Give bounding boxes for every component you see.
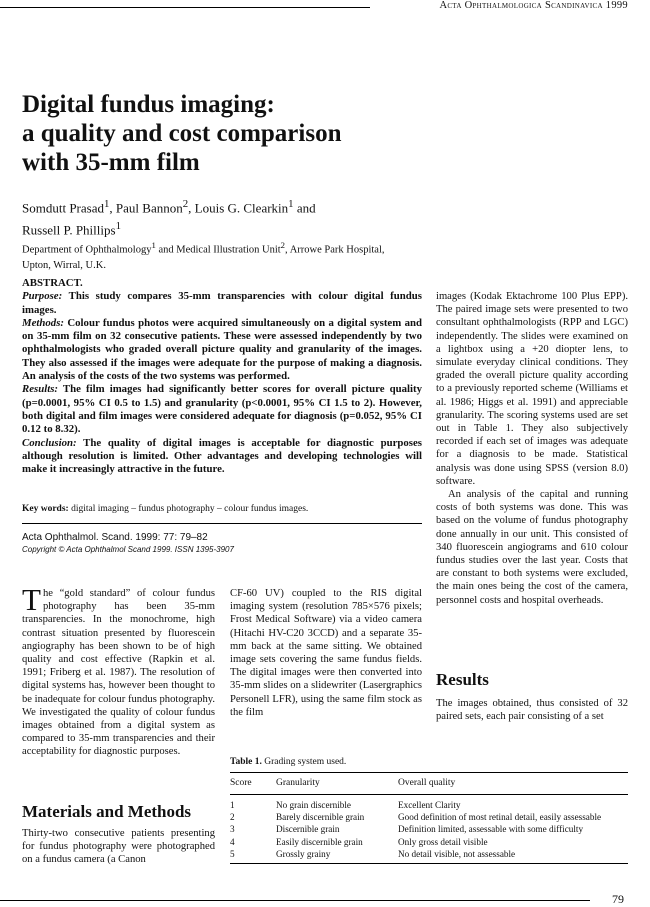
header-rule [0,7,370,8]
authors [22,195,402,240]
table-cell: Grossly grainy [276,848,331,859]
methods-heading: Materials and Methods [22,802,192,821]
title-line-1: Digital fundus imaging: [22,91,275,118]
methods-paragraph [22,827,215,867]
methods-col3-text: images (Kodak Ektachrome 100 Plus EPP). The paired image sets were presented to two consultant ophthalmologists (RPP and LGC) independently. The slides were examined on a lightbox using a +20 diopter lens, to simulate everyday clinical conditions. They graded the overall picture quality according to a previously reported scheme (Williams et al. 1986; Higgs et al. 1991) and appreciable granularity. The scoring systems used are set out in Table 1. They also subjectively recorded if each set of images was adequate for a diagnosis to be made. Statistical analysis was done using SPSS (version 8.0) software. [436,291,628,487]
table-cell: No detail visible, not assessable [398,848,516,859]
abstract-conclusion [22,437,422,477]
abstract-conclusion-text: The quality of digital images is acceptable for diagnostic purposes although resolution is limited. Other advantages and developing technologies will make it increasingly attractive in the future. [22,436,422,476]
table-cell: 1 [230,800,235,810]
table-cell: Barely discernible grain [276,812,365,823]
abstract-results-text: The film images had significantly better scores for overall picture quality (p=0.0001, 95% CI 0.5 to 1.5) and granularity (p<0.0001, 95% CI 1.5 to 2). However, both digital and film images were considered adequate for diagnosis (p=0.052, 95% CI 0.12 to 8.32). [22,383,422,436]
methods-continued [230,587,422,719]
title-line-2: a quality and cost comparison [22,120,342,147]
table-cell: 2 [230,812,235,823]
keywords [22,503,422,516]
author-affil-mark: 2 [182,198,189,210]
methods-continued-text: CF-60 UV) coupled to the RIS digital imaging system (resolution 785×576 pixels; Frost Medical Software) via a video camera (Hitachi HV-C20 3CCD) and a separate 35-mm back at the same sitting. We obtained image sets covering the same fundus fields. The digital images were then converted into 35-mm slides on a slidewriter (Lasergraphics Personell LFR), using the same film stock as the film [230,588,422,718]
table-cell: Definition limited, assessable with some difficulty [398,824,584,835]
table-cell: Only gross detail visible [398,836,488,847]
table-header-score: Score [230,778,252,788]
table-cell: Good definition of most retinal detail, easily assessable [398,812,602,823]
keywords-label: Key words: [22,504,69,514]
table-caption-label: Table 1. [230,757,262,767]
table-col-granularity [276,799,364,860]
drop-cap: T [22,582,41,617]
table-cell: No grain discernible [276,800,352,810]
author-affil-mark: 1 [103,198,110,210]
table-cell: 5 [230,848,235,859]
affil-mark: 2 [280,240,286,250]
table-rule [230,794,628,795]
methods-text: Thirty-two consecutive patients presenting for fundus photography were photographed on a fundus camera (a Canon [22,828,215,866]
intro-paragraph [22,582,215,759]
author-name: , Paul Bannon [109,200,183,216]
table-header-quality: Overall quality [398,778,456,788]
author-name: , Louis G. Clearkin [188,200,289,216]
journal-running-header: Acta Ophthalmologica Scandinavica 1999 [439,0,628,11]
table-rule [230,863,628,864]
results-text: The images obtained, thus consisted of 32 paired sets, each pair consisting of a set [436,698,628,723]
author-affil-mark: 1 [115,220,121,233]
affil-mark: 1 [151,240,156,250]
abstract-results [22,383,422,436]
abstract-purpose-label: Purpose: [22,290,63,303]
copyright: Copyright © Acta Ophthalmol Scand 1999. ISSN 1395-3907 [22,545,234,554]
cost-analysis-text: An analysis of the capital and running costs of both systems was done. This was based on the volume of fundus photography done annually in our unit. This consisted of 340 fluorescein angiograms and 610 colour fundus studies over the last year. Costs that are constant to both systems were excluded, the main ones being the cost of the camera, personnel costs and hospital overheads. [436,489,628,606]
citation: Acta Ophthalmol. Scand. 1999: 77: 79–82 [22,532,208,543]
abstract-results-label: Results: [22,383,58,396]
footer-rule [0,900,590,901]
author-name: Russell P. Phillips [22,222,116,238]
author-name: Somdutt Prasad [22,200,104,216]
intro-text: he “gold standard” of colour fundus photography has been 35-mm transparencies. In the monochrome, high contrast situation presented by fluorescein angiography has been shown to be of high quality and cost effective (Rapkin et al. 1991; Friberg et al. 1987). The resolution of digital systems has, however been thought to be inadequate for colour fundus photography. We investigated the quality of colour fundus images obtained from a digital system as compared to 35-mm transparencies and their acceptability for diagnostic purposes. [22,588,215,758]
table-rule [230,772,628,773]
table-cell: 3 [230,824,235,835]
abstract-conclusion-label: Conclusion: [22,436,77,449]
table-cell: Discernible grain [276,824,340,835]
results-paragraph [436,697,628,723]
table-col-quality [398,799,601,860]
page-number: 79 [612,892,624,906]
affiliation-text: and Medical Illustration Unit [155,244,281,256]
table-caption-text: Grading system used. [261,757,347,767]
table-col-score [230,799,235,860]
abstract-heading: ABSTRACT. [22,277,83,289]
table-header-granularity: Granularity [276,778,320,788]
table-cell: Easily discernible grain [276,836,363,847]
table-cell: 4 [230,836,235,847]
affiliation-text: Department of Ophthalmology [22,244,152,256]
affiliation [22,238,402,273]
affiliation-text: , Arrowe Park Hospital, Upton, Wirral, U.K. [22,244,385,271]
abstract-purpose-text: This study compares 35-mm transparencies with colour digital fundus images. [22,290,422,316]
methods-column-3 [436,290,628,607]
abstract-methods-label: Methods: [22,316,64,329]
table-caption [230,757,346,767]
abstract-purpose [22,290,422,317]
article-title [22,90,442,177]
divider [22,523,422,524]
keywords-text: digital imaging – fundus photography – colour fundus images. [68,504,309,514]
abstract-methods [22,317,422,383]
abstract-methods-text: Colour fundus photos were acquired simultaneously on a digital system and on 35-mm film on 32 consecutive patients. These were assessed independently by two ophthalmologists who graded overall picture quality and granularity of the images. They also assessed if the images were adequate for the purpose of making a diagnosis. An analysis of the costs of the two systems was performed. [22,316,422,383]
abstract [22,277,422,476]
results-heading: Results [436,670,489,689]
author-conjunction: and [293,200,316,216]
title-line-3: with 35-mm film [22,149,200,176]
author-affil-mark: 1 [288,198,294,210]
table-cell: Excellent Clarity [398,800,461,810]
